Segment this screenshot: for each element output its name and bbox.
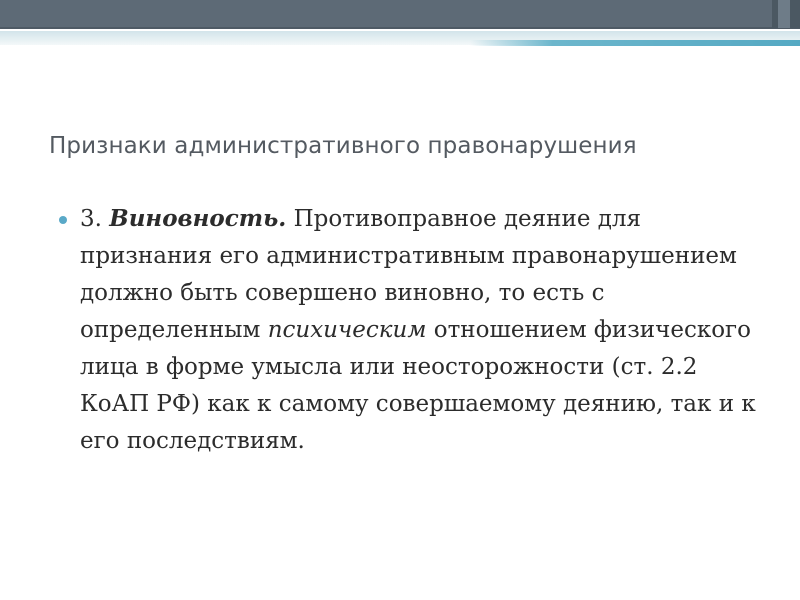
- bullet-number: 3.: [80, 206, 110, 232]
- top-banner-accent-stripe: [470, 40, 800, 46]
- top-banner-edge: [0, 27, 800, 29]
- bullet-emphasis: психическим: [267, 317, 427, 343]
- bullet-term: Виновность.: [109, 205, 287, 232]
- slide-title: Признаки административного правонарушения: [49, 133, 637, 159]
- top-banner: [0, 0, 800, 28]
- bullet-text-part-2: отношением физического лица в форме умысла или неосторожности (ст. 2.2 КоАП РФ) как к самому совершаемому деянию, так и к его последствиям.: [80, 317, 756, 454]
- bullet-paragraph: [80, 200, 760, 460]
- bullet-dot-icon: [59, 216, 67, 224]
- top-banner-corner-accent: [778, 0, 790, 28]
- bullet-text-part-1: Противоправное деяние для признания его административным правонарушением должно быть совершено виновно, то есть с определенным: [80, 206, 737, 343]
